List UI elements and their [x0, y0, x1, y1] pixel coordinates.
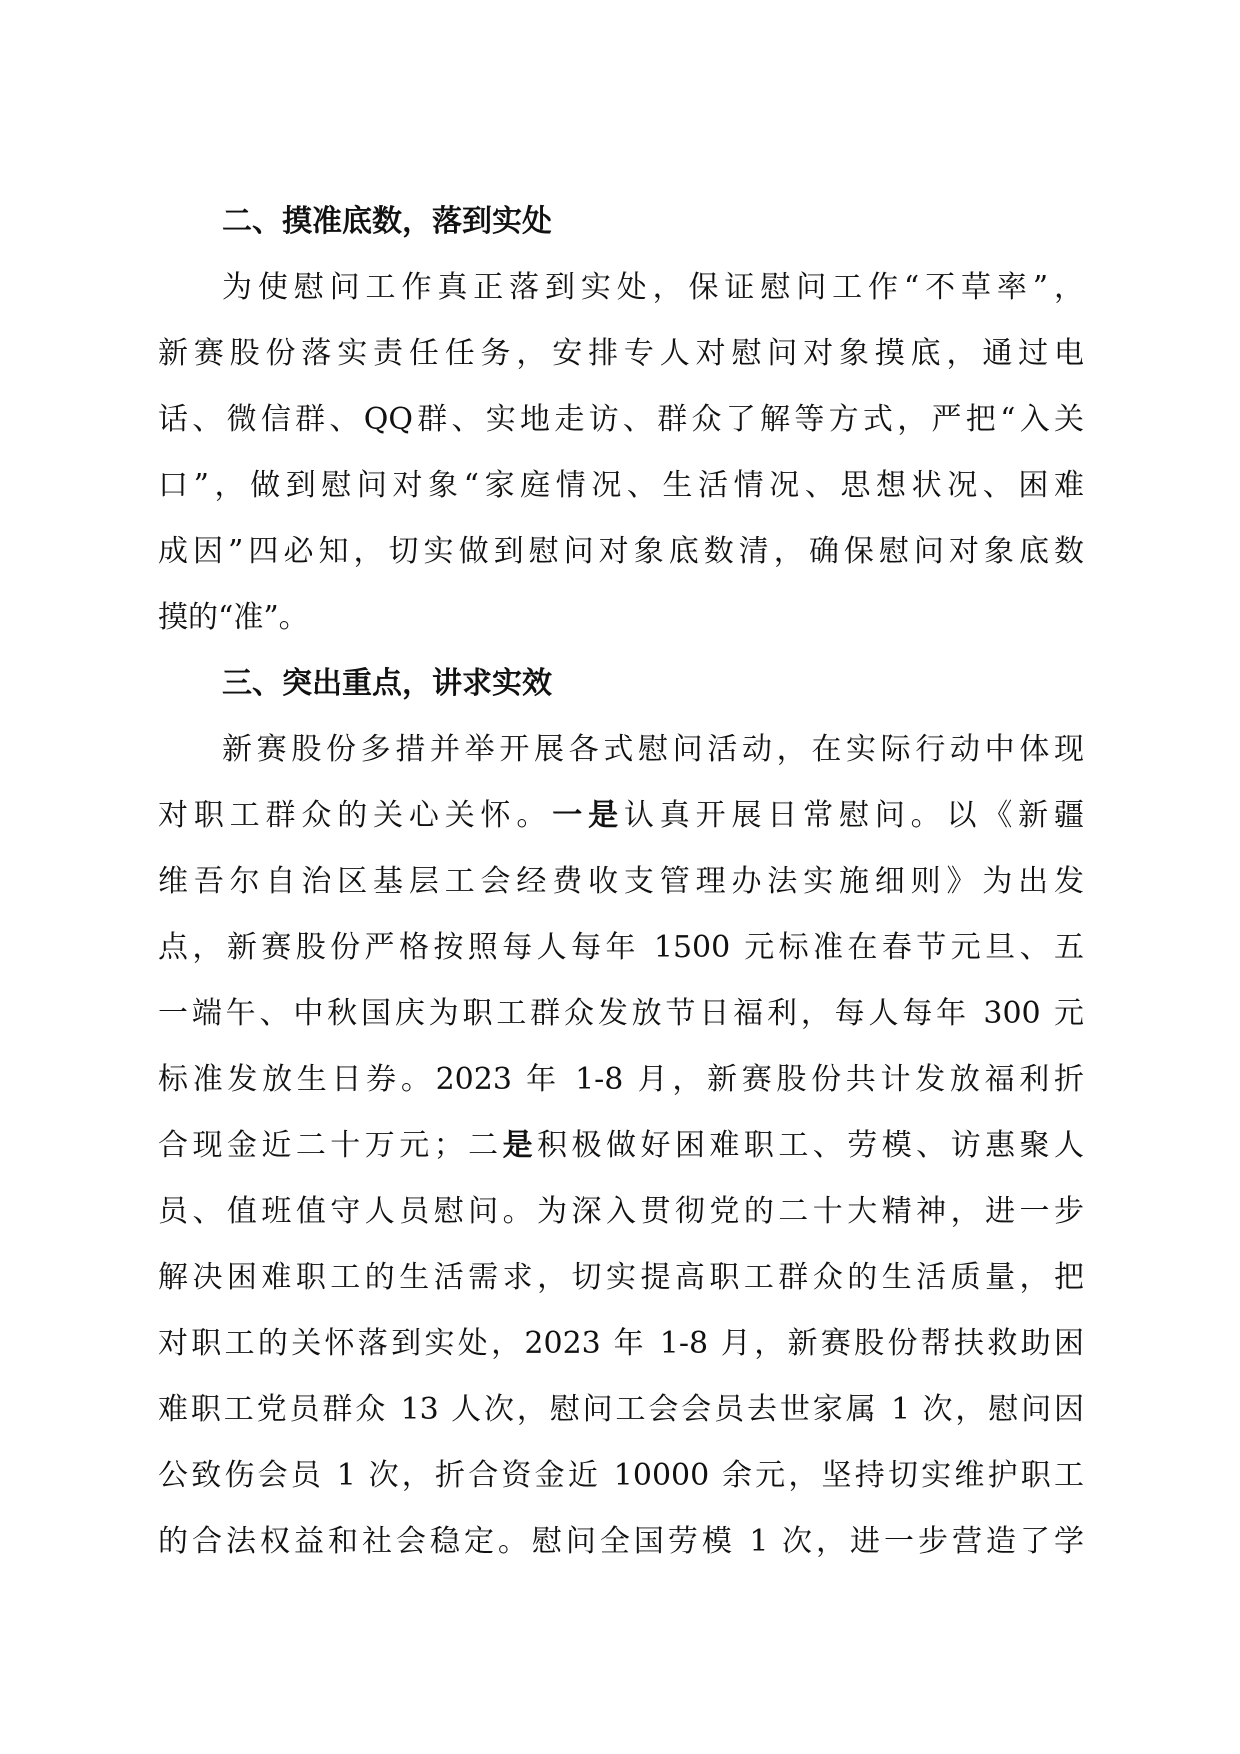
paragraph-line: 成因”四必知，切实做到慰问对象底数清，确保慰问对象底数: [158, 534, 1084, 569]
section-heading-3: 三、突出重点，讲求实效: [222, 666, 552, 701]
document-page: [158, 189, 1084, 1575]
paragraph-line: [158, 783, 1084, 849]
paragraph-line: 话、微信群、QQ群、实地走访、群众了解等方式，严把“入关: [158, 402, 1084, 437]
paragraph-line: 摸的“准”。: [158, 600, 309, 635]
paragraph-line: 对职工的关怀落到实处，2023 年 1-8 月，新赛股份帮扶救助困: [158, 1326, 1084, 1361]
text-run: 积极做好困难职工、劳模、访惠聚人: [537, 1128, 1084, 1163]
paragraph-line: 解决困难职工的生活需求，切实提高职工群众的生活质量，把: [158, 1260, 1084, 1295]
paragraph-line: 口”，做到慰问对象“家庭情况、生活情况、思想状况、困难: [158, 468, 1084, 503]
paragraph-line: 公致伤会员 1 次，折合资金近 10000 余元，坚持切实维护职工: [158, 1458, 1084, 1493]
emphasis-text: 是: [502, 1128, 538, 1163]
paragraph-line: 标准发放生日券。2023 年 1-8 月，新赛股份共计发放福利折: [158, 1062, 1084, 1097]
text-run: 合现金近二十万元；二: [158, 1128, 503, 1163]
paragraph-line: 员、值班值守人员慰问。为深入贯彻党的二十大精神，进一步: [158, 1194, 1084, 1229]
paragraph-line: 新赛股份落实责任任务，安排专人对慰问对象摸底，通过电: [158, 336, 1084, 371]
paragraph-line: 点，新赛股份严格按照每人每年 1500 元标准在春节元旦、五: [158, 930, 1084, 965]
paragraph-line: 维吾尔自治区基层工会经费收支管理办法实施细则》为出发: [158, 864, 1084, 899]
paragraph-line: 的合法权益和社会稳定。慰问全国劳模 1 次，进一步营造了学: [158, 1524, 1084, 1559]
paragraph-line: [158, 1113, 1084, 1179]
paragraph-line: 一端午、中秋国庆为职工群众发放节日福利，每人每年 300 元: [158, 996, 1084, 1031]
paragraph-line: 为使慰问工作真正落到实处，保证慰问工作“不草率”，: [222, 270, 1084, 305]
section-heading-2: 二、摸准底数，落到实处: [222, 204, 552, 239]
text-run: 认真开展日常慰问。以《新疆: [623, 798, 1084, 833]
paragraph-line: 难职工党员群众 13 人次，慰问工会会员去世家属 1 次，慰问因: [158, 1392, 1084, 1427]
text-run: 对职工群众的关心关怀。: [158, 798, 553, 833]
emphasis-text: 一是: [552, 798, 624, 833]
paragraph-line: 新赛股份多措并举开展各式慰问活动，在实际行动中体现: [222, 732, 1084, 767]
